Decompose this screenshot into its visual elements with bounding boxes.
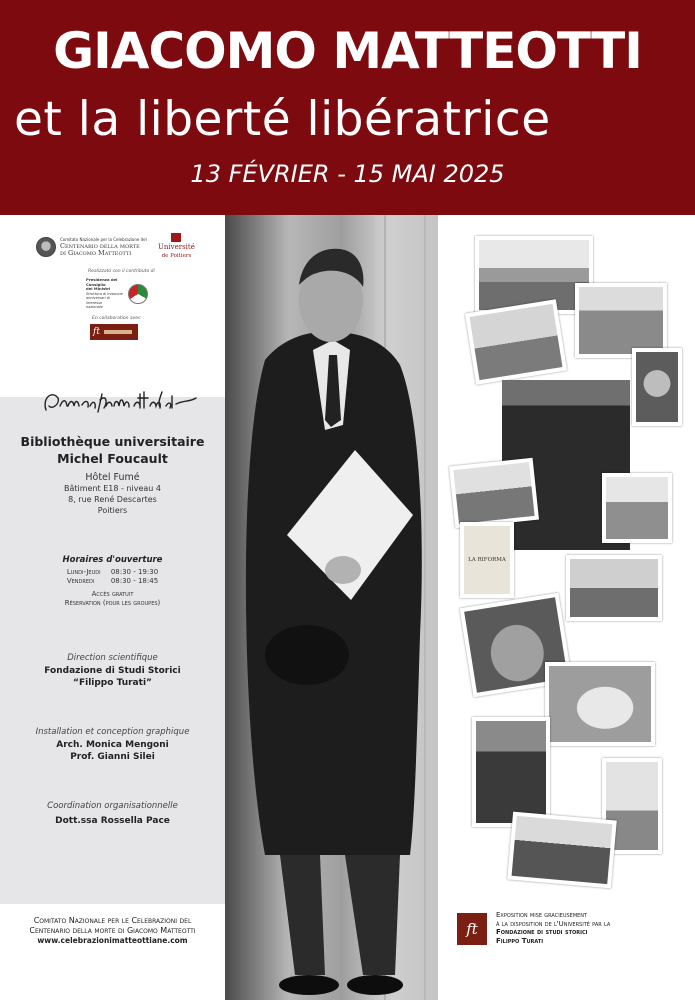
- book-cover-title: LA RIFORMA: [468, 557, 506, 563]
- venue-name-line2: Michel Foucault: [57, 451, 168, 466]
- collage-photo-arcade: [602, 473, 672, 543]
- note-line4: Filippo Turati: [496, 936, 544, 945]
- exhibition-subtitle: et la liberté libératrice: [14, 92, 551, 147]
- credit-value: Prof. Gianni Silei: [70, 751, 155, 762]
- hours-title: Horaires d'ouverture: [62, 555, 163, 565]
- fondazione-turati-logo-small: [90, 324, 138, 340]
- gov-line3: Struttura di missione: [86, 291, 123, 296]
- hours-time: 08:30 - 18:45: [110, 577, 159, 585]
- hours-days: Lundi-Jeudi: [66, 568, 101, 576]
- exhibition-dates: 13 FÉVRIER - 15 MAI 2025: [190, 160, 505, 188]
- collage-photo-walk: [507, 812, 617, 889]
- committee-footer-line1: Comitato Nazionale per le Celebrazioni del: [33, 916, 192, 925]
- credit-design: [0, 727, 225, 763]
- venue-street: 8, rue René Descartes: [68, 495, 157, 504]
- website-link[interactable]: www.celebrazionimatteottiane.com: [37, 936, 188, 945]
- university-crest-icon: [171, 233, 181, 242]
- committee-footer: [0, 916, 225, 946]
- committee-footer-line2: Centenario della morte di Giacomo Matteotti: [29, 926, 196, 935]
- fondazione-turati-logo: [457, 913, 487, 945]
- university-logo-line2: de Poitiers: [161, 253, 192, 259]
- portrait-figure: [225, 215, 438, 1000]
- collage-photo-crowd: [449, 458, 539, 528]
- collage-photo-woman-hat: [545, 662, 655, 746]
- credit-value: Arch. Monica Mengoni: [56, 740, 169, 750]
- collage-photo-beach: [465, 299, 567, 385]
- credit-label: Direction scientifique: [67, 653, 158, 663]
- university-logo: [158, 233, 195, 260]
- collaboration-label: En collaboration avec: [92, 316, 141, 321]
- credit-scientific: [0, 653, 225, 689]
- venue-building: Hôtel Fumé: [85, 472, 140, 483]
- venue-block: [0, 433, 225, 516]
- note-line2: à la disposition de l'Université par la: [496, 919, 611, 928]
- hours-time: 08:30 - 19:30: [110, 568, 159, 576]
- ft-monogram-icon: ft: [466, 920, 478, 938]
- opening-hours: [0, 555, 225, 607]
- collage-photo-book-cover: [460, 522, 514, 598]
- exhibition-title: GIACOMO MATTEOTTI: [53, 22, 642, 80]
- title-banner: [0, 0, 695, 215]
- government-logo: [86, 278, 148, 310]
- committee-logo: [36, 237, 147, 257]
- ft-monogram-icon: ft: [93, 327, 100, 337]
- venue-name-line1: Bibliothèque universitaire: [20, 434, 205, 449]
- committee-logo-line3: di Giacomo Matteotti: [60, 249, 132, 257]
- credit-value: “Filippo Turati”: [73, 677, 152, 688]
- exhibition-credit-note: [496, 911, 691, 945]
- credit-label: Installation et conception graphique: [35, 727, 190, 737]
- collage-photo-doorway: [472, 717, 550, 827]
- collage-photo-bridge: [575, 283, 667, 358]
- credit-coordination: [0, 801, 225, 828]
- committee-emblem-icon: [36, 237, 56, 257]
- contribution-label: Realizzato con il contributo di: [88, 269, 155, 274]
- hours-row: [0, 577, 225, 586]
- credit-label: Coordination organisationnelle: [47, 801, 178, 811]
- free-access: Accès gratuit: [91, 590, 134, 598]
- hours-days: Vendredi: [66, 577, 95, 585]
- gov-line2: dei Ministri: [86, 286, 111, 291]
- gov-line4: anniversari di interesse: [86, 296, 110, 305]
- matteotti-signature: [40, 384, 200, 418]
- university-logo-line1: Université: [158, 243, 195, 251]
- gov-line5: nazionale: [86, 305, 103, 309]
- group-booking: Réservation (pour les groupes): [64, 598, 161, 607]
- italian-emblem-icon: [128, 284, 148, 304]
- venue-floor: Bâtiment E18 - niveau 4: [64, 484, 161, 493]
- gov-line1: Presidenza del Consiglio: [86, 277, 118, 287]
- hours-row: [0, 568, 225, 577]
- committee-logo-line2: Centenario della morte: [60, 242, 140, 250]
- committee-logo-line1: Comitato Nazionale per la Celebrazione del: [60, 237, 147, 242]
- credit-value: Fondazione di Studi Storici: [44, 666, 181, 676]
- credit-value: Dott.ssa Rossella Pace: [55, 816, 170, 826]
- matteotti-portrait-photo: [225, 215, 438, 1000]
- note-line1: Exposition mise gracieusement: [496, 911, 588, 919]
- venue-city: Poitiers: [97, 506, 128, 515]
- collage-photo-bench: [566, 555, 662, 621]
- collage-photo-couple: [632, 348, 682, 426]
- note-line3: Fondazione di studi storici: [496, 928, 588, 936]
